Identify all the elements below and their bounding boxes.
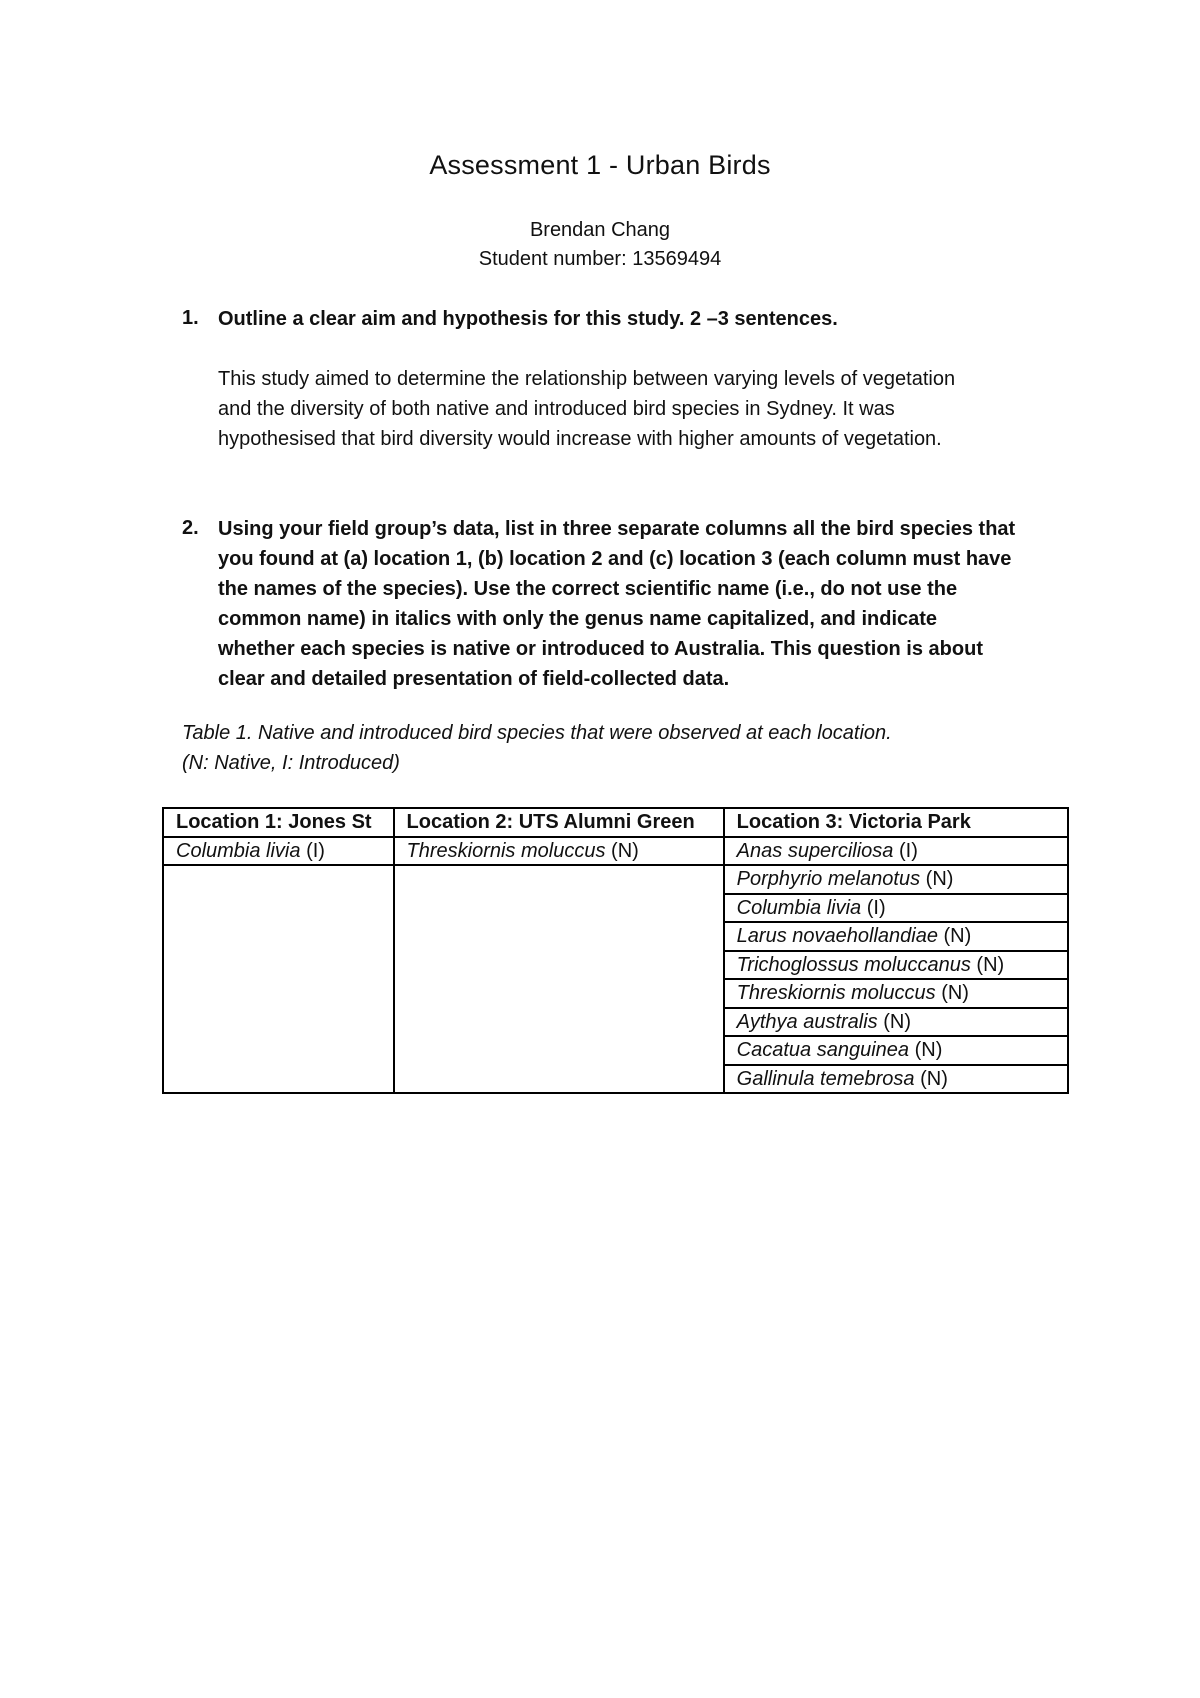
species-status: (N) <box>920 1067 948 1090</box>
answer-line: hypothesised that bird diversity would increase with higher amounts of vegetation. <box>218 428 942 450</box>
species-name: Trichoglossus moluccanus <box>736 953 971 976</box>
species-name: Cacatua sanguinea <box>736 1039 910 1062</box>
location-2-empty-cell <box>394 865 724 1093</box>
species-name: Anas superciliosa <box>736 839 894 862</box>
location-1-species-cell <box>163 837 394 866</box>
species-name: Columbia livia <box>176 839 301 862</box>
location-3-species-cell <box>724 894 1068 923</box>
species-status: (I) <box>866 896 886 919</box>
location-2-species-cell <box>394 837 724 866</box>
location-3-species-cell <box>724 1065 1068 1094</box>
header-location-3: Location 3: Victoria Park <box>724 808 1068 837</box>
species-status: (N) <box>941 982 969 1005</box>
location-3-species-cell <box>724 951 1068 980</box>
question-line: clear and detailed presentation of field-collected data. <box>218 668 730 690</box>
question-line: common name) in italics with only the genus name capitalized, and indicate <box>218 608 938 630</box>
page-title: Assessment 1 - Urban Birds <box>429 150 771 180</box>
question-line: whether each species is native or introduced to Australia. This question is about <box>218 638 983 660</box>
species-status: (N) <box>925 868 954 891</box>
species-status: (N) <box>976 953 1005 976</box>
species-status: (N) <box>914 1039 943 1062</box>
species-name: Threskiornis moluccus <box>406 839 606 862</box>
species-status: (N) <box>943 925 972 948</box>
species-name: Columbia livia <box>736 896 862 919</box>
table-row <box>163 837 1068 866</box>
header-location-1: Location 1: Jones St <box>163 808 394 837</box>
question-line: the names of the species). Use the correct scientific name (i.e., do not use the <box>218 578 958 600</box>
question-1-number: 1. <box>182 307 199 329</box>
location-3-species-cell <box>724 1036 1068 1065</box>
table-caption <box>182 718 1062 778</box>
species-status: (I) <box>306 839 325 862</box>
author-name: Brendan Chang <box>529 219 671 241</box>
species-name: Porphyrio melanotus <box>736 868 921 891</box>
table-header-row <box>163 808 1068 837</box>
location-1-empty-cell <box>163 865 394 1093</box>
location-3-species-cell <box>724 837 1068 866</box>
answer-line: and the diversity of both native and introduced bird species in Sydney. It was <box>218 398 895 420</box>
species-name: Gallinula temebrosa <box>736 1067 915 1090</box>
species-name: Threskiornis moluccus <box>736 982 936 1005</box>
species-status: (I) <box>898 839 918 862</box>
question-2-text <box>218 514 1058 694</box>
table-caption-line: Table 1. Native and introduced bird species that were observed at each location. <box>182 722 892 744</box>
header-location-2: Location 2: UTS Alumni Green <box>394 808 724 837</box>
location-3-species-cell <box>724 922 1068 951</box>
species-status: (N) <box>883 1010 911 1033</box>
species-name: Aythya australis <box>736 1010 878 1033</box>
location-3-species-cell <box>724 979 1068 1008</box>
question-1-text: Outline a clear aim and hypothesis for this study. 2 –3 sentences. <box>218 308 838 330</box>
question-line: you found at (a) location 1, (b) location 2 and (c) location 3 (each column must have <box>218 548 1012 570</box>
location-3-species-cell <box>724 865 1068 894</box>
location-3-species-cell <box>724 1008 1068 1037</box>
species-table <box>162 807 1069 1094</box>
question-1-answer <box>218 364 1068 454</box>
species-name: Larus novaehollandiae <box>736 925 938 948</box>
answer-line: This study aimed to determine the relationship between varying levels of vegetation <box>218 368 956 390</box>
table-row <box>163 865 1068 894</box>
species-status: (N) <box>611 839 639 862</box>
question-line: Using your field group’s data, list in three separate columns all the bird species that <box>218 518 1016 540</box>
student-number: Student number: 13569494 <box>478 248 722 270</box>
table-caption-line: (N: Native, I: Introduced) <box>182 752 400 774</box>
question-2-number: 2. <box>182 517 199 539</box>
